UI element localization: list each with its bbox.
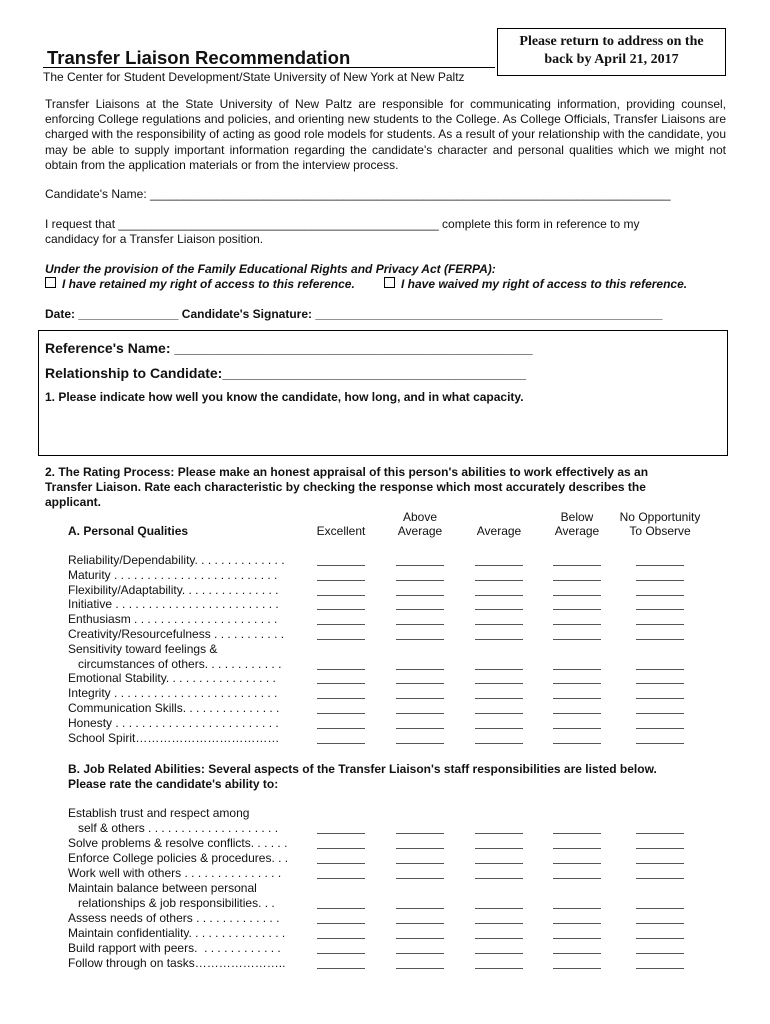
rating-blank[interactable] bbox=[317, 878, 365, 879]
rating-blank[interactable] bbox=[636, 953, 684, 954]
relationship-field[interactable]: Relationship to Candidate:_______________________________________ bbox=[45, 365, 526, 381]
section-b-subheading: Please rate the candidate's ability to: bbox=[68, 777, 279, 791]
rating-blank[interactable] bbox=[636, 938, 684, 939]
rating-blank[interactable] bbox=[317, 833, 365, 834]
return-notice-line2: back by April 21, 2017 bbox=[544, 52, 679, 67]
rating-blank[interactable] bbox=[475, 624, 523, 625]
rating-blank[interactable] bbox=[317, 923, 365, 924]
rating-blank[interactable] bbox=[475, 953, 523, 954]
rating-item-label: Emotional Stability. . . . . . . . . . . . . . . . . bbox=[68, 671, 276, 686]
rating-blank[interactable] bbox=[317, 713, 365, 714]
rating-blank[interactable] bbox=[636, 833, 684, 834]
rating-blank[interactable] bbox=[317, 848, 365, 849]
rating-blank[interactable] bbox=[636, 609, 684, 610]
rating-blank[interactable] bbox=[553, 743, 601, 744]
rating-blank[interactable] bbox=[636, 878, 684, 879]
ferpa-heading: Under the provision of the Family Educational Rights and Privacy Act (FERPA): bbox=[45, 262, 496, 276]
rating-blank[interactable] bbox=[553, 938, 601, 939]
rating-blank[interactable] bbox=[553, 833, 601, 834]
rating-blank[interactable] bbox=[636, 565, 684, 566]
rating-item-label: Sensitivity toward feelings & bbox=[68, 641, 218, 656]
rating-item-label: Work well with others . . . . . . . . . . . . . . . bbox=[68, 866, 282, 880]
rating-intro-3: applicant. bbox=[45, 495, 102, 509]
column-header-4 bbox=[610, 510, 710, 538]
retained-checkbox[interactable] bbox=[45, 277, 56, 288]
reference-name-field[interactable]: Reference's Name: ______________________________________________ bbox=[45, 340, 533, 356]
rating-blank[interactable] bbox=[636, 908, 684, 909]
rating-blank[interactable] bbox=[317, 683, 365, 684]
rating-item-label: Communication Skills. . . . . . . . . . . . . . . bbox=[68, 701, 280, 715]
rating-item-label: Flexibility/Adaptability. . . . . . . . . . . . . . . bbox=[68, 582, 279, 597]
rating-blank[interactable] bbox=[636, 968, 684, 969]
rating-blank[interactable] bbox=[553, 683, 601, 684]
rating-blank[interactable] bbox=[475, 743, 523, 744]
section-b-heading: B. Job Related Abilities: Several aspects of the Transfer Liaison's staff responsibilities are listed below. bbox=[68, 762, 657, 776]
rating-blank[interactable] bbox=[396, 923, 444, 924]
rating-blank[interactable] bbox=[553, 565, 601, 566]
rating-item-label: relationships & job responsibilities. . . bbox=[68, 896, 275, 910]
rating-blank[interactable] bbox=[553, 580, 601, 581]
rating-blank[interactable] bbox=[636, 863, 684, 864]
rating-blank[interactable] bbox=[553, 908, 601, 909]
request-line[interactable]: I request that ________________________________________________ complete this form in reference to my bbox=[45, 217, 640, 231]
rating-item-label: Solve problems & resolve conflicts. . . . . . bbox=[68, 836, 288, 850]
rating-blank[interactable] bbox=[396, 863, 444, 864]
rating-blank[interactable] bbox=[636, 683, 684, 684]
rating-blank[interactable] bbox=[475, 833, 523, 834]
rating-blank[interactable] bbox=[553, 698, 601, 699]
rating-blank[interactable] bbox=[396, 833, 444, 834]
rating-item-label: Creativity/Resourcefulness . . . . . . . . . . . bbox=[68, 627, 285, 641]
rating-blank[interactable] bbox=[553, 669, 601, 670]
form-title: Transfer Liaison Recommendation bbox=[47, 47, 351, 68]
rating-blank[interactable] bbox=[396, 624, 444, 625]
date-signature-line[interactable]: Date: _______________ Candidate's Signature: ____________________________________________________ bbox=[45, 307, 663, 321]
waived-checkbox[interactable] bbox=[384, 277, 395, 288]
rating-blank[interactable] bbox=[396, 698, 444, 699]
rating-blank[interactable] bbox=[636, 580, 684, 581]
intro-paragraph: Transfer Liaisons at the State University of New Paltz are responsible for communicating information, providing counsel, enforcing College regulations and policies, and orienting new students to the College. As College Officials, Transfer Liaisons are charged with the responsibility of acting as good role models for students. As a result of your relationship with the candidate, you may be able to supply important information regarding the candidate's character and personal qualities which we might not obtain from the application materials or from the interview process. bbox=[45, 97, 726, 172]
rating-blank[interactable] bbox=[396, 580, 444, 581]
rating-blank[interactable] bbox=[396, 639, 444, 640]
form-subtitle: The Center for Student Development/State University of New York at New Paltz bbox=[43, 67, 495, 84]
rating-item-label: Maturity . . . . . . . . . . . . . . . . . . . . . . . . . bbox=[68, 567, 278, 582]
rating-item-label: Enforce College policies & procedures. . . bbox=[68, 851, 289, 865]
rating-blank[interactable] bbox=[317, 565, 365, 566]
rating-blank[interactable] bbox=[475, 923, 523, 924]
rating-item-label: Reliability/Dependability. . . . . . . . . . . . . . bbox=[68, 553, 285, 567]
rating-item-label: Initiative . . . . . . . . . . . . . . . . . . . . . . . . . bbox=[68, 597, 279, 612]
column-header-line1: No Opportunity bbox=[619, 510, 701, 524]
rating-item-label: Establish trust and respect among bbox=[68, 806, 250, 820]
rating-item-label: Assess needs of others . . . . . . . . . . . . . bbox=[68, 911, 280, 925]
rating-blank[interactable] bbox=[636, 923, 684, 924]
section-a-heading: A. Personal Qualities bbox=[68, 524, 189, 538]
rating-blank[interactable] bbox=[396, 713, 444, 714]
rating-item-label: Integrity . . . . . . . . . . . . . . . . . . . . . . . . . bbox=[68, 686, 278, 701]
rating-blank[interactable] bbox=[636, 639, 684, 640]
rating-blank[interactable] bbox=[553, 953, 601, 954]
rating-blank[interactable] bbox=[475, 848, 523, 849]
rating-blank[interactable] bbox=[317, 908, 365, 909]
rating-blank[interactable] bbox=[475, 728, 523, 729]
rating-blank[interactable] bbox=[396, 565, 444, 566]
ferpa-waived-option[interactable] bbox=[384, 277, 687, 291]
rating-blank[interactable] bbox=[475, 639, 523, 640]
rating-blank[interactable] bbox=[553, 728, 601, 729]
rating-blank[interactable] bbox=[475, 863, 523, 864]
rating-item-label: Honesty . . . . . . . . . . . . . . . . . . . . . . . . . bbox=[68, 715, 279, 730]
rating-blank[interactable] bbox=[636, 743, 684, 744]
rating-blank[interactable] bbox=[396, 953, 444, 954]
rating-blank[interactable] bbox=[396, 609, 444, 610]
rating-blank[interactable] bbox=[475, 595, 523, 596]
rating-blank[interactable] bbox=[636, 848, 684, 849]
rating-blank[interactable] bbox=[396, 878, 444, 879]
return-notice-line1: Please return to address on the bbox=[519, 34, 704, 49]
rating-blank[interactable] bbox=[317, 743, 365, 744]
rating-item-label: Maintain balance between personal bbox=[68, 881, 257, 895]
rating-blank[interactable] bbox=[396, 669, 444, 670]
rating-blank[interactable] bbox=[317, 639, 365, 640]
retained-label: I have retained my right of access to this reference. bbox=[62, 277, 355, 291]
ferpa-retained-option[interactable] bbox=[45, 277, 355, 291]
column-header-line2: Average bbox=[554, 524, 600, 538]
rating-blank[interactable] bbox=[553, 624, 601, 625]
column-header-line2: Average bbox=[476, 524, 522, 538]
rating-blank[interactable] bbox=[396, 938, 444, 939]
rating-blank[interactable] bbox=[317, 938, 365, 939]
rating-blank[interactable] bbox=[636, 698, 684, 699]
rating-item-label: Enthusiasm . . . . . . . . . . . . . . . . . . . . . . bbox=[68, 612, 278, 627]
rating-blank[interactable] bbox=[396, 595, 444, 596]
rating-blank[interactable] bbox=[317, 609, 365, 610]
column-header-line2: Excellent bbox=[316, 524, 366, 538]
column-header-line2: Average bbox=[397, 524, 443, 538]
rating-blank[interactable] bbox=[317, 624, 365, 625]
rating-item-label: self & others . . . . . . . . . . . . . . . . . . . . bbox=[68, 821, 279, 835]
rating-blank[interactable] bbox=[636, 624, 684, 625]
rating-intro-1: 2. The Rating Process: Please make an honest appraisal of this person's abilities to work effectively as an bbox=[45, 465, 649, 479]
rating-item-label: circumstances of others. . . . . . . . . . . . bbox=[68, 656, 282, 671]
request-line-2: candidacy for a Transfer Liaison position. bbox=[45, 232, 264, 246]
rating-blank[interactable] bbox=[475, 609, 523, 610]
rating-blank[interactable] bbox=[317, 669, 365, 670]
rating-blank[interactable] bbox=[475, 669, 523, 670]
rating-blank[interactable] bbox=[636, 595, 684, 596]
rating-blank[interactable] bbox=[475, 565, 523, 566]
rating-blank[interactable] bbox=[475, 878, 523, 879]
rating-blank[interactable] bbox=[475, 698, 523, 699]
waived-label: I have waived my right of access to this reference. bbox=[401, 277, 688, 291]
rating-blank[interactable] bbox=[553, 878, 601, 879]
rating-blank[interactable] bbox=[636, 713, 684, 714]
rating-blank[interactable] bbox=[553, 713, 601, 714]
rating-blank[interactable] bbox=[317, 968, 365, 969]
rating-intro-2: Transfer Liaison. Rate each characteristic by checking the response which most accurately describes the bbox=[45, 480, 646, 494]
question-1: 1. Please indicate how well you know the candidate, how long, and in what capacity. bbox=[45, 390, 524, 404]
rating-blank[interactable] bbox=[636, 669, 684, 670]
column-header-line2: To Observe bbox=[629, 524, 691, 538]
rating-blank[interactable] bbox=[396, 848, 444, 849]
rating-blank[interactable] bbox=[317, 953, 365, 954]
rating-blank[interactable] bbox=[317, 863, 365, 864]
rating-blank[interactable] bbox=[553, 595, 601, 596]
rating-blank[interactable] bbox=[317, 580, 365, 581]
rating-blank[interactable] bbox=[396, 908, 444, 909]
rating-blank[interactable] bbox=[475, 580, 523, 581]
rating-item-label: School Spirit……………………………… bbox=[68, 730, 280, 745]
rating-blank[interactable] bbox=[475, 683, 523, 684]
return-notice-box bbox=[497, 28, 726, 76]
rating-item-label: Follow through on tasks………………….. bbox=[68, 956, 286, 970]
rating-blank[interactable] bbox=[553, 968, 601, 969]
rating-item-label: Maintain confidentiality. . . . . . . . . . . . . . . bbox=[68, 926, 286, 940]
column-header-line1: Above bbox=[402, 510, 438, 524]
rating-blank[interactable] bbox=[396, 683, 444, 684]
rating-blank[interactable] bbox=[396, 968, 444, 969]
rating-blank[interactable] bbox=[553, 848, 601, 849]
rating-blank[interactable] bbox=[553, 609, 601, 610]
rating-item-label: Build rapport with peers. . . . . . . . . . . . . bbox=[68, 941, 281, 955]
candidate-name-field[interactable]: Candidate's Name: ______________________________________________________________________________ bbox=[45, 187, 671, 201]
rating-blank[interactable] bbox=[396, 728, 444, 729]
rating-blank[interactable] bbox=[396, 743, 444, 744]
rating-blank[interactable] bbox=[553, 923, 601, 924]
rating-blank[interactable] bbox=[317, 728, 365, 729]
rating-blank[interactable] bbox=[317, 595, 365, 596]
rating-blank[interactable] bbox=[317, 698, 365, 699]
rating-blank[interactable] bbox=[636, 728, 684, 729]
rating-blank[interactable] bbox=[475, 908, 523, 909]
rating-blank[interactable] bbox=[553, 639, 601, 640]
column-header-line1: Below bbox=[560, 510, 594, 524]
rating-blank[interactable] bbox=[475, 938, 523, 939]
rating-blank[interactable] bbox=[475, 968, 523, 969]
rating-blank[interactable] bbox=[553, 863, 601, 864]
rating-blank[interactable] bbox=[475, 713, 523, 714]
